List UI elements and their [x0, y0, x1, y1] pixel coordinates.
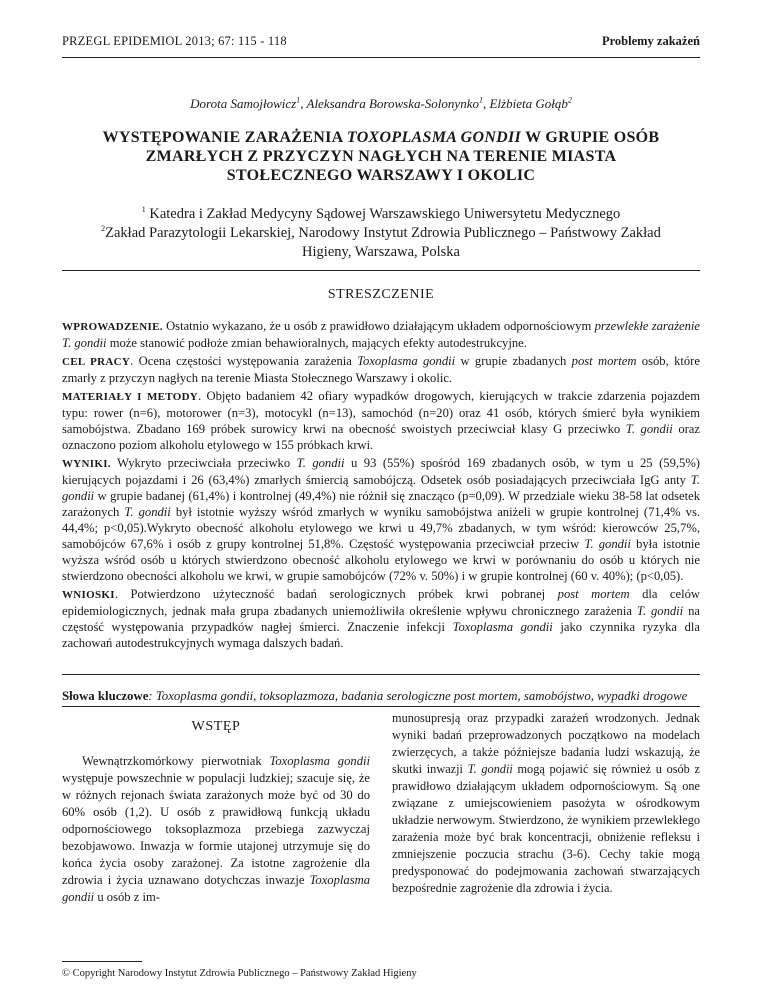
author-name: Dorota Samojłowicz	[190, 96, 297, 111]
author-name: Aleksandra Borowska-Solonynko	[306, 96, 479, 111]
header-rule	[62, 57, 700, 58]
keywords-rule	[62, 706, 700, 707]
abstract-heading: STRESZCZENIE	[327, 287, 435, 302]
author-line: Dorota Samojłowicz$^1$, Aleksandra Borowska-Solonynko$^1$, Elżbieta Gołąb$^2$	[190, 95, 572, 111]
intro-paragraph-1: Wewnątrzkomórkowy pierwotniak Toxoplasma gondii występuje powszechnie w populacji ludzkiej; szacuje się, że w różnych rejonach świata zarażonych może być od 30 do 60% osób (1,2). U osób z prawidłową funkcją układu odpornościowego toksoplazmoza przebiega zazwyczaj bezobjawowo. Inwazja w formie utajonej utrzymuje się do końca życia osoby zarażonej. Za istotne zagrożenie dla zdrowia i życia uznawano dotychczas inwazje Toxoplasma gondii u osób z im-	[62, 754, 370, 904]
abstract-results: WYNIKI. Wykryto przeciwciała przeciwko T. gondii u 93 (55%) spośród 169 zbadanych osób, w tym u 25 (59,5%) kierujących pojazdami i 26 (63,4%) zmarłych śmiercią samobójczą. Odsetek osób posiadających przeciwciała IgG anty T. gondii w grupie badanej (61,4%) i kontrolnej (49,4%) nie różnił się znacząco (p=0,09). W przedziale wieku 38-58 lat odsetek zarażonych T. gondii był istotnie wyższy wśród zmarłych w wyniku samobójstwa aniżeli w grupie kontrolnej (71,4% vs. 44,4%; p<0,05).Wykryto obecność alkoholu etylowego we krwi u 49,7% zbadanych, w tym wśród: kierowców 25,7%, samobójców 67,6% i osób z grupy kontrolnej 51,8%. Częstość występowania przeciwciał przeciw T. gondii była istotnie wyższa wśród osób u których stwierdzono obecność alkoholu etylowego we krwi w porównaniu do osób u których nie stwierdzono obecności alkoholu we krwi, w grupie samobójców (72% v. 50%) i w grupie kontrolnej (60 v. 40%); (p<0,05).	[62, 456, 700, 583]
author-name: Elżbieta Gołąb	[489, 96, 568, 111]
article-title: WYSTĘPOWANIE ZARAŻENIA TOXOPLASMA GONDII W GRUPIE OSÓB ZMARŁYCH Z PRZYCZYN NAGŁYCH NA TERENIE MIASTA STOŁECZNEGO WARSZAWY I OKOLIC	[102, 129, 660, 184]
journal-citation: PRZEGL EPIDEMIOL 2013; 67: 115 - 118	[62, 34, 287, 48]
footnote-rule	[62, 961, 142, 962]
abstract-introduction: WPROWADZENIE. Ostatnio wykazano, że u osób z prawidłowo działającym układem odpornościowym przewlekłe zarażenie T. gondii może stanowić podłoże zmian behawioralnych, mających efekty autodestrukcyjne.	[62, 319, 700, 350]
abstract-conclusions: WNIOSKI. Potwierdzono użyteczność badań serologicznych próbek krwi pobranej post mortem dla celów epidemiologicznych, jednak mała grupa zbadanych uniemożliwiła określenie wpływu chronicznego zarażenia T. gondii na częstość występowania przypadków nagłej śmierci. Znaczenie infekcji Toxoplasma gondii jako czynnika ryzyka dla zachowań autodestrukcyjnych wymaga dalszych badań.	[62, 587, 701, 650]
body-column-right	[392, 710, 700, 897]
abstract-bottom-rule	[62, 674, 700, 675]
section-label: Problemy zakażeń	[601, 34, 700, 48]
author-affil-mark: 1	[478, 95, 483, 105]
author-affil-mark: 1	[296, 95, 301, 105]
affiliation-1: $^1$ Katedra i Zakład Medycyny Sądowej Warszawskiego Uniwersytetu Medycznego	[141, 205, 621, 222]
affiliations	[82, 205, 680, 262]
abstract-aim: CEL PRACY. Ocena częstości występowania zarażenia Toxoplasma gondii w grupie zbadanych post mortem osób, które zmarły z przyczyn nagłych na terenie Miasta Stołecznego Warszawy i okolic.	[62, 354, 700, 385]
body-column-left	[62, 710, 370, 906]
abstract-methods: MATERIAŁY I METODY. Objęto badaniem 42 ofiary wypadków drogowych, kierujących w trakcie zdarzenia pojazdem typu: rower (n=6), motorower (n=3), motocykl (n=13), samochód (n=20) oraz 41 osób, których śmierć była wynikiem samobójstwa. Zbadano 169 próbek surowicy krwi na obecność swoistych przeciwciał klasy G przeciwko T. gondii oraz oznaczono poziom alkoholu etylowego w 155 próbkach krwi.	[62, 389, 700, 452]
keywords-list: : Toxoplasma gondii, toksoplazmoza, badania serologiczne post mortem, samobójstwo, wypadki drogowe	[148, 689, 688, 703]
intro-paragraph-1-cont: munosupresją oraz przypadki zarażeń wrodzonych. Jednak wyniki badań przeprowadzonych początkowo na modelach zwierzęcych, a także późniejsze badania ludzi wskazują, że skutki inwazji T. gondii mogą pojawić się również u osób z prawidłowo działającym układem odpornościowym. Są one związane z umiejscowieniem pasożyta w ośrodkowym układzie nerwowym. Stwierdzono, że wynikiem przewlekłego zarażenia może być brak koncentracji, obniżenie refleksu i zmniejszenie poczucia strachu (3-6). Cechy takie mogą predysponować do podejmowania zachowań stwarzających bezpośrednie zagrożenie dla zdrowia i życia.	[392, 711, 700, 895]
keywords	[62, 688, 700, 704]
keywords-label: Słowa kluczowe	[62, 689, 149, 703]
abstract-top-rule	[62, 270, 700, 271]
author-affil-mark: 2	[567, 95, 572, 105]
section-heading-intro: WSTĘP	[191, 719, 241, 734]
affiliation-2: $^2$Zakład Parazytologii Lekarskiej, Narodowy Instytut Zdrowia Publicznego – Państwowy Zakład Higieny, Warszawa, Polska	[101, 224, 661, 260]
abstract-body	[62, 318, 700, 653]
copyright-footnote: © Copyright Narodowy Instytut Zdrowia Publicznego – Państwowy Zakład Higieny	[62, 968, 417, 979]
